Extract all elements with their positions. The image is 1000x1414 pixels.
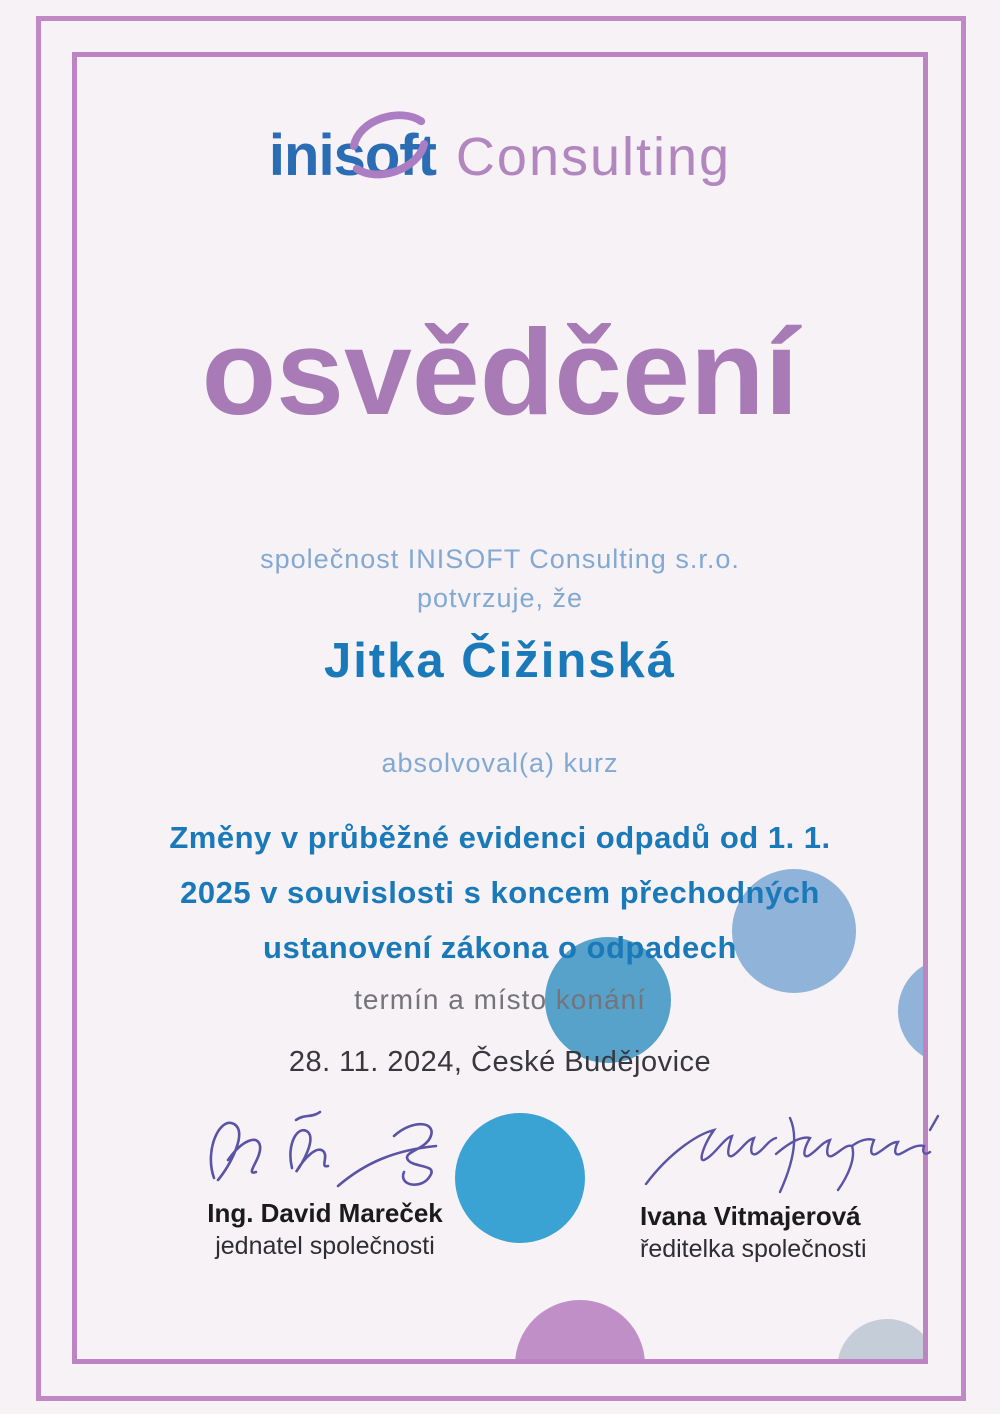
handwritten-signature-icon [200,1102,450,1194]
handwritten-signature-icon [640,1102,950,1197]
logo-suffix-text: Consulting [455,127,732,187]
completion-text: absolvoval(a) kurz [381,748,619,778]
course-title-line-3: ustanovení zákona o odpadech [263,930,737,965]
company-logo [0,122,1000,189]
course-title-line-2: 2025 v souvislosti s koncem přechodných [180,875,820,910]
event-label: termín a místo konání [354,984,646,1015]
course-title [0,810,1000,975]
signatory-left [160,1102,490,1261]
signatory-right [600,1102,940,1264]
intro-line-2: potvrzuje, že [416,583,584,613]
intro-text [0,540,1000,618]
logo-brand-part2: ft [399,123,436,188]
recipient-name: Jitka Čižinská [323,634,677,688]
logo-letter-o: o [365,122,399,189]
event-date-location: 28. 11. 2024, České Budějovice [288,1046,712,1078]
signatory-name: Ivana Vitmajerová [640,1201,861,1231]
signatory-role: ředitelka společnosti [640,1235,867,1263]
certificate-title: osvědčení [201,304,799,440]
course-title-line-1: Změny v průběžné evidenci odpadů od 1. 1. [169,820,831,855]
logo-brand-part1: inis [268,123,365,188]
signatory-name: Ing. David Mareček [207,1198,443,1228]
logo-brand-text [269,122,436,189]
intro-line-1: společnost INISOFT Consulting s.r.o. [260,544,740,574]
signatory-role: jednatel společnosti [215,1232,435,1260]
